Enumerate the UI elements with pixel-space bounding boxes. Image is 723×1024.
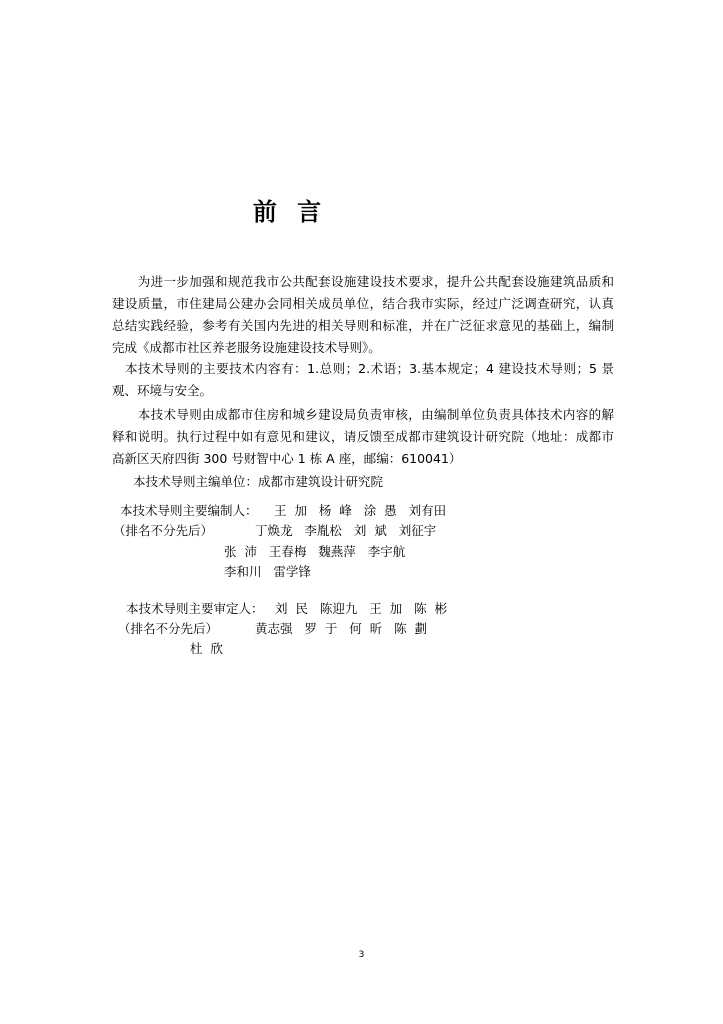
editors-row: 李和川 雷学锋 — [224, 564, 311, 579]
text-line: 高新区天府四街 300 号财智中心 1 栋 A 座，邮编：610041） — [112, 451, 462, 466]
reviewers-note: （排名不分先后） — [118, 621, 219, 636]
page-title: 前 言 — [252, 198, 328, 226]
editors-row: 王 加 杨 峰 涂 愚 刘有田 — [274, 503, 447, 518]
text-line: 本技术导则的主要技术内容有：1.总则；2.术语；3.基本规定；4 建设技术导则；5 景 — [112, 361, 614, 376]
chief-editor-unit: 本技术导则主编单位：成都市建筑设计研究院 — [133, 474, 384, 489]
editors-note: （排名不分先后） — [113, 523, 214, 538]
reviewers-row: 刘 民 陈迎九 王 加 陈 彬 — [275, 601, 448, 616]
text-line: 完成《成都市社区养老服务设施建设技术导则》。 — [112, 340, 381, 355]
reviewers-row: 杜 欣 — [190, 641, 223, 656]
text-line: 释和说明。执行过程中如有意见和建议，请反馈至成都市建筑设计研究院（地址：成都市 — [112, 429, 614, 444]
text-line: 总结实践经验，参考有关国内先进的相关导则和标准，并在广泛征求意见的基础上，编制 — [112, 318, 614, 333]
reviewers-label: 本技术导则主要审定人： — [126, 601, 264, 616]
text-line: 为进一步加强和规范我市公共配套设施建设技术要求，提升公共配套设施建筑品质和 — [112, 274, 614, 289]
editors-label: 本技术导则主要编制人： — [120, 503, 258, 518]
text-line: 建设质量，市住建局公建办会同相关成员单位，结合我市实际，经过广泛调查研究，认真 — [112, 296, 614, 311]
reviewers-row: 黄志强 罗 于 何 昕 陈 劃 — [255, 621, 428, 636]
editors-row: 丁焕龙 李胤松 刘 斌 刘征宇 — [255, 523, 437, 538]
text-line: 本技术导则由成都市住房和城乡建设局负责审核，由编制单位负责具体技术内容的解 — [112, 407, 614, 422]
paragraph-intro — [112, 271, 614, 359]
text-line: 观、环境与安全。 — [112, 383, 213, 398]
paragraph-review — [112, 404, 614, 470]
page-number: 3 — [358, 950, 365, 960]
paragraph-contents — [112, 358, 614, 402]
editors-row: 张 沛 王春梅 魏燕萍 李宇航 — [224, 544, 406, 559]
